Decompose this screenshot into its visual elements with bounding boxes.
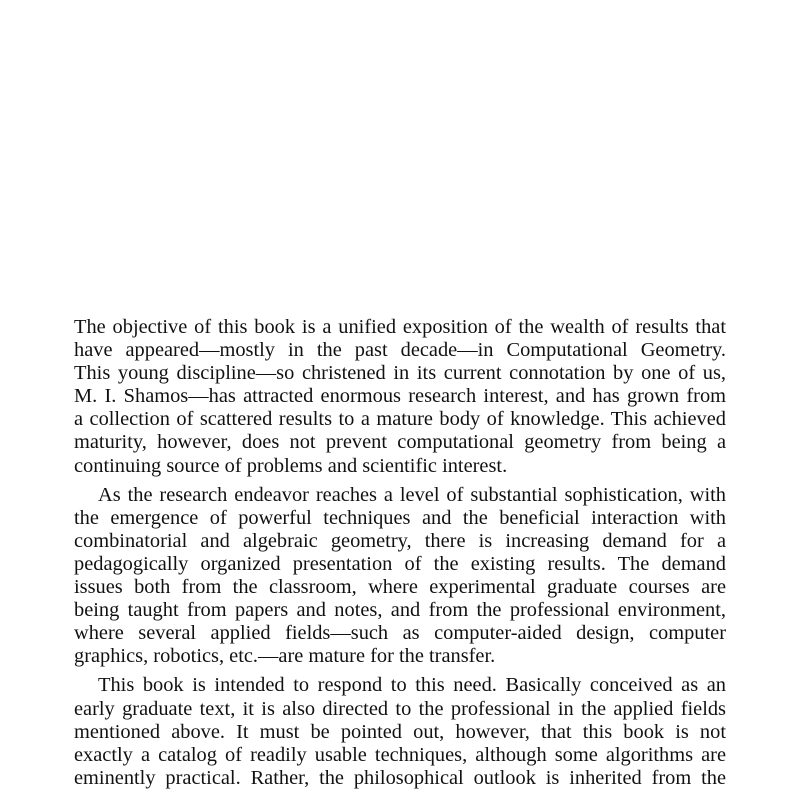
text-line: the emergence of powerful techniques and the beneficial interaction with bbox=[74, 506, 726, 529]
text-line: exactly a catalog of readily usable techniques, although some algorithms are bbox=[74, 743, 726, 766]
text-line: graphics, robotics, etc.—are mature for the transfer. bbox=[74, 645, 496, 668]
text-line: a collection of scattered results to a mature body of knowledge. This achieved bbox=[74, 408, 726, 431]
text-line: issues both from the classroom, where experimental graduate courses are bbox=[74, 576, 726, 599]
text-line: being taught from papers and notes, and from the professional environment, bbox=[74, 599, 726, 622]
text-line: pedagogically organized presentation of the existing results. The demand bbox=[74, 552, 726, 575]
preface-text bbox=[74, 316, 726, 790]
text-line: This young discipline—so christened in its current connotation by one of us, bbox=[74, 362, 726, 385]
text-line: As the research endeavor reaches a level of substantial sophistication, with bbox=[98, 483, 726, 506]
text-line: mentioned above. It must be pointed out, however, that this book is not bbox=[74, 720, 726, 743]
text-line: early graduate text, it is also directed to the professional in the applied fields bbox=[74, 697, 726, 720]
text-line: This book is intended to respond to this need. Basically conceived as an bbox=[98, 674, 726, 697]
text-line: The objective of this book is a unified exposition of the wealth of results that bbox=[74, 316, 726, 338]
text-line: eminently practical. Rather, the philosophical outlook is inherited from the bbox=[74, 766, 726, 789]
text-line: have appeared—mostly in the past decade—in Computational Geometry. bbox=[74, 339, 726, 362]
paragraph-2 bbox=[74, 484, 726, 669]
text-line: M. I. Shamos—has attracted enormous research interest, and has grown from bbox=[74, 385, 726, 408]
paragraph-3 bbox=[74, 674, 726, 789]
text-line: where several applied fields—such as computer-aided design, computer bbox=[74, 622, 726, 645]
text-line: combinatorial and algebraic geometry, there is increasing demand for a bbox=[74, 529, 726, 552]
paragraph-1 bbox=[74, 316, 726, 478]
text-line: maturity, however, does not prevent computational geometry from being a bbox=[74, 431, 726, 454]
text-line: continuing source of problems and scientific interest. bbox=[74, 454, 508, 477]
